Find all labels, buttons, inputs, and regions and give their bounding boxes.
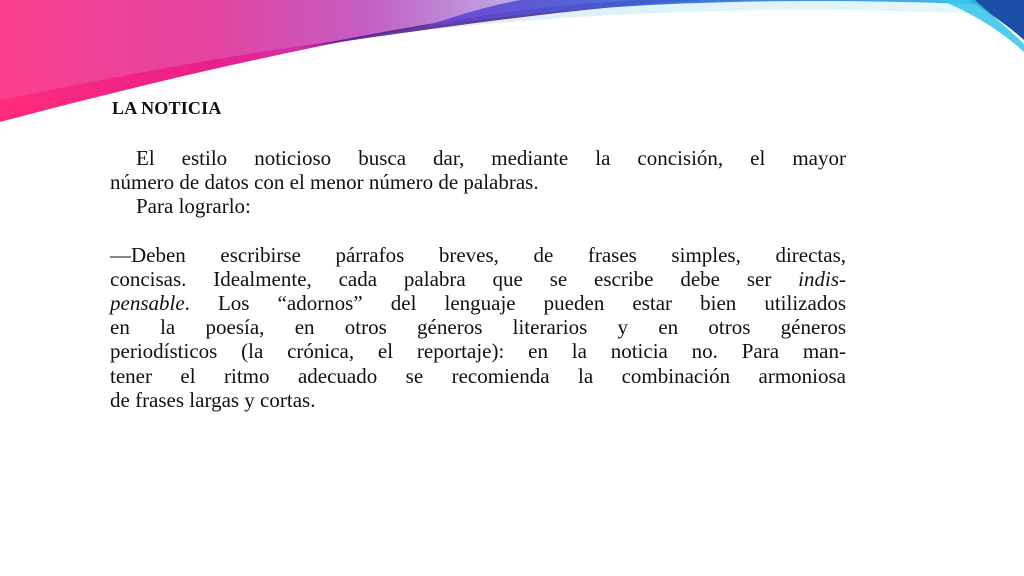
paragraph-3-line-2-italic: indis- — [798, 266, 846, 291]
section-heading: LA NOTICIA — [112, 98, 222, 118]
paragraph-1-line-1: El estilo noticioso busca dar, mediante la concisión, el mayor — [136, 146, 846, 170]
paragraph-3-line-7: de frases largas y cortas. — [110, 387, 316, 412]
paragraph-1-line-2: número de datos con el menor número de palabras. — [110, 170, 539, 195]
paragraph-gap — [110, 219, 846, 243]
paragraph-3-line-6: tener el ritmo adecuado se recomienda la combinación armoniosa — [110, 363, 846, 388]
paragraph-3-line-2-text: concisas. Idealmente, cada palabra que se escribe debe ser — [110, 266, 799, 291]
scanned-text-block — [110, 146, 846, 412]
paragraph-3-line-3 — [110, 291, 846, 315]
paragraph-3-line-1: —Deben escribirse párrafos breves, de frases simples, directas, — [110, 242, 846, 267]
paragraph-2-line-1: Para lograrlo: — [136, 194, 251, 219]
paragraph-3-line-4: en la poesía, en otros géneros literarios y en otros géneros — [110, 315, 846, 340]
paragraph-3-line-3-text: . Los “adornos” del lenguaje pueden estar bien utilizados — [184, 291, 846, 316]
paragraph-3-line-2 — [110, 267, 846, 291]
paragraph-3-line-3-italic: pensable — [110, 291, 185, 316]
paragraph-3-line-5: periodísticos (la crónica, el reportaje): en la noticia no. Para man- — [110, 339, 846, 364]
